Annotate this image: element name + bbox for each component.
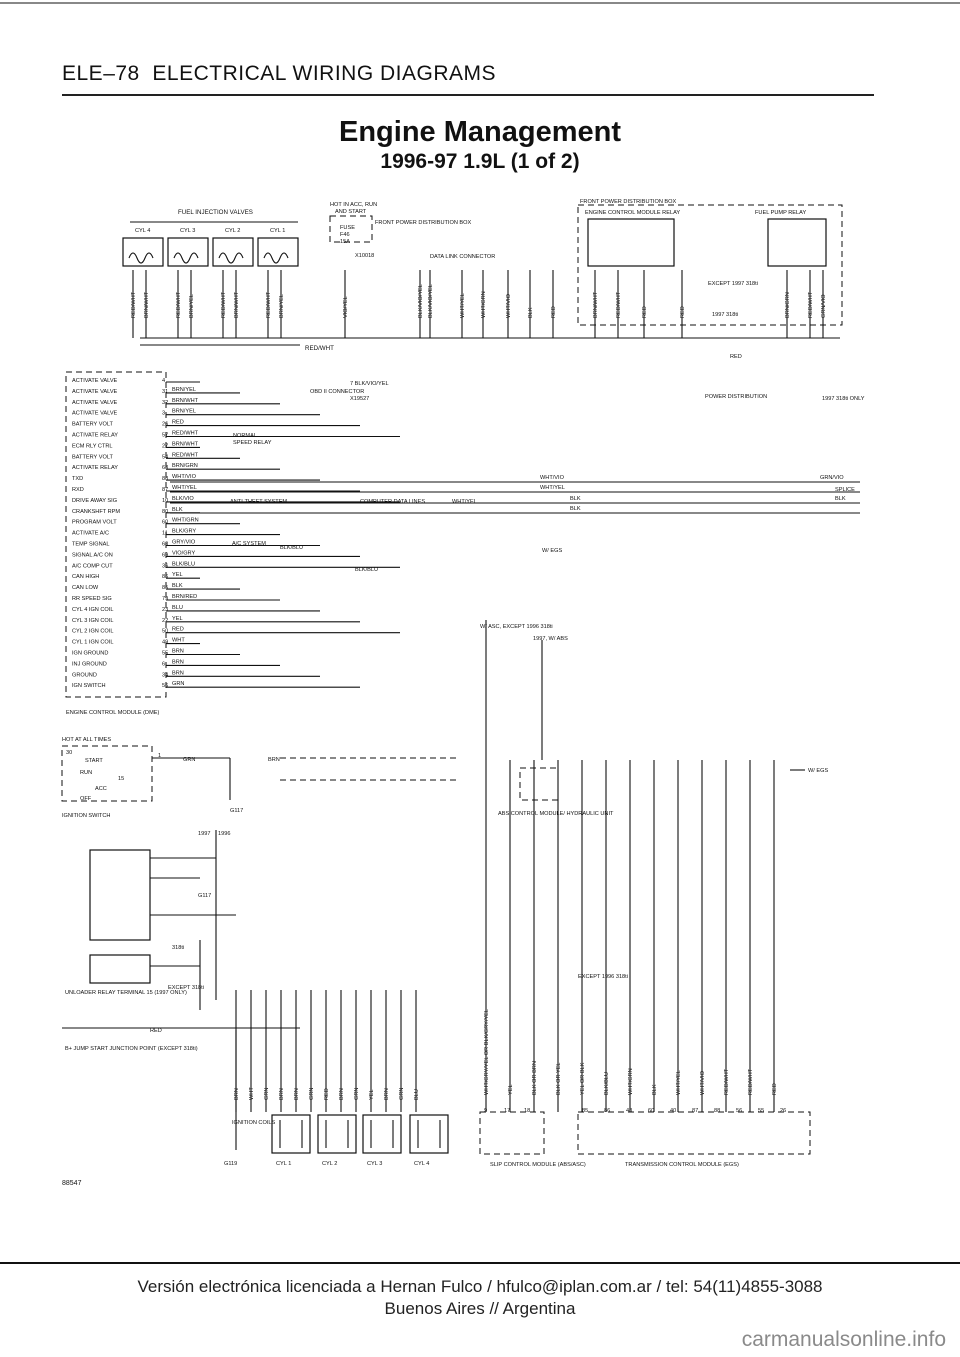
ign-position: ACC <box>95 786 107 792</box>
ecm-pin-name: GROUND <box>72 672 97 679</box>
ecm-pin-wire: BRN <box>172 659 184 666</box>
relay-30-box <box>90 955 150 983</box>
ecm-pin-name: ACTIVATE VALVE <box>72 399 118 406</box>
coil-icon <box>129 253 153 263</box>
tcm-pin: 60 <box>648 1108 655 1114</box>
tcm-pin: 85 <box>582 1108 589 1114</box>
ecm-pin-wire: RED/WHT <box>172 430 199 437</box>
ecm-pin-number: 54 <box>162 454 169 461</box>
coil-cyl-label: CYL 2 <box>322 1161 338 1167</box>
coil-cyl-label: CYL 4 <box>414 1161 430 1167</box>
right-wire-label: GRN/VIO <box>820 475 844 481</box>
watermark: carmanualsonline.info <box>741 1328 946 1351</box>
ecm-pin-wire: BRN/WHT <box>172 397 199 404</box>
wire-label: RED <box>680 306 686 318</box>
ignition-coil <box>410 1115 448 1153</box>
splice-label: SPLICE <box>835 487 855 493</box>
coil-wire-label: BRN <box>294 1088 300 1100</box>
ecm-pin-wire: WHT/GRN <box>172 517 199 524</box>
tcm-pin: 88 <box>714 1108 721 1114</box>
footer-rule <box>0 1262 960 1264</box>
normal-label: NORMAL <box>233 433 257 439</box>
ecm-pin-wire: BRN/RED <box>172 594 198 600</box>
ecm-pin-number: 55 <box>162 650 169 657</box>
right-wire-label: WHT/VIO <box>540 475 564 481</box>
ecm-pin-wire: WHT/YEL <box>172 485 197 491</box>
ignition-coil <box>363 1115 401 1153</box>
ecm-pin-name: ACTIVATE VALVE <box>72 388 118 395</box>
ecm-pin-name: CAN LOW <box>72 585 99 592</box>
bottom-wire-label: BLK OR BRN <box>532 1061 538 1095</box>
g117-label: G117 <box>230 808 244 814</box>
right-wire-label: BLK <box>570 496 581 502</box>
hot-in-label: HOT IN ACC, RUN <box>330 202 378 208</box>
bottom-wire-label: RED/WHT <box>748 1068 754 1095</box>
bottom-wire-label: BLK/BLU <box>604 1071 610 1095</box>
cyl-label: CYL 1 <box>270 228 286 234</box>
abs-control-label: ABS CONTROL MODULE/ HYDRAULIC UNIT <box>498 811 614 817</box>
coil-cyl-label: CYL 1 <box>276 1161 292 1167</box>
ecm-pin-wire: BLK <box>172 506 183 513</box>
coil-wire-label: GRN <box>309 1087 315 1100</box>
ecm-pin-name: ACTIVATE VALVE <box>72 378 118 384</box>
ecm-pin-name: ECM RLY CTRL <box>72 443 113 450</box>
right-wire-label: BLK <box>570 506 581 512</box>
coil-wire-label: YEL <box>369 1089 375 1100</box>
f46-label: F46 <box>340 232 350 238</box>
wire-label: RED/WHT <box>266 291 272 318</box>
coil-wire-label: BLU <box>414 1089 420 1100</box>
license-line: Versión electrónica licenciada a Hernan Fulco / hfulco@iplan.com.ar / tel: 54(11)4855-3088 <box>137 1277 823 1296</box>
coil-wire-label: BRN <box>279 1088 285 1100</box>
unloader-relay-label: UNLOADER RELAY TERMINAL 15 (1997 ONLY) <box>65 990 187 996</box>
blk-blu-label: BLK/BLU <box>355 567 379 573</box>
ignition-coil <box>272 1115 310 1153</box>
ecm-pin-name: ACTIVATE RELAY <box>72 465 119 472</box>
g117-label-2: G117 <box>198 893 212 899</box>
ecm-pin-number: 79 <box>162 596 169 602</box>
coil-wire-label: GRN <box>264 1087 270 1100</box>
slip-pin: 9 <box>484 1108 488 1114</box>
tcm-pin: 26 <box>780 1108 787 1114</box>
tcm-label: TRANSMISSION CONTROL MODULE (EGS) <box>625 1162 739 1168</box>
cyl-label: CYL 2 <box>225 228 241 234</box>
coil-icon <box>371 1120 393 1148</box>
ecm-pin-number: 10 <box>162 497 169 504</box>
obd2-label: OBD II CONNECTOR <box>310 389 365 395</box>
coil-wire-label: RED <box>324 1088 330 1100</box>
section-number: ELE–78 <box>62 62 140 85</box>
coil-icon <box>264 253 288 263</box>
wire-label: RED <box>642 306 648 318</box>
y1997-318ti: 1997 318ti <box>712 312 739 318</box>
coil-icon <box>418 1120 440 1148</box>
wire-label: BLK/VIO/YEL <box>428 284 434 318</box>
ecm-pin-wire: GRY/VIO <box>172 539 196 546</box>
ecm-pin-number: 22 <box>162 617 169 624</box>
ecm-pin-wire: RED <box>172 626 184 633</box>
ecm-pin-number: 23 <box>162 606 169 613</box>
fuel-injection-valves-label: FUEL INJECTION VALVES <box>178 209 253 216</box>
tcm-pin: 40 <box>670 1108 677 1114</box>
b-jump-start-label: B+ JUMP START JUNCTION POINT (EXCEPT 318ti) <box>65 1046 198 1052</box>
obd-pin-wire: 7 BLK/VIO/YEL <box>350 381 389 387</box>
ecm-pin-wire: BRN/YEL <box>172 386 196 393</box>
ac-system-label: A/C SYSTEM <box>232 541 266 547</box>
ecm-pin-wire: VIO/GRY <box>172 550 196 557</box>
abs-module-outline <box>520 768 558 800</box>
tcm-pin: 48 <box>626 1108 633 1114</box>
ign-brn-label: BRN <box>268 757 280 763</box>
except-318ti-label: EXCEPT 318ti <box>168 985 204 991</box>
coil-wire-label: WHT <box>249 1087 255 1100</box>
ecm-pin-wire: WHT/VIO <box>172 474 196 481</box>
ecm-pin-number: 56 <box>162 683 169 690</box>
ign-position: RUN <box>80 770 93 776</box>
ign-grn-label: GRN <box>183 757 196 763</box>
ecm-pin-number: 87 <box>162 487 169 493</box>
ecm-pin-name: BATTERY VOLT <box>72 454 113 461</box>
coil-wire-label: BRN <box>234 1088 240 1100</box>
ecm-pin-number: 86 <box>162 574 169 581</box>
wire-label: BRN/WHT <box>593 291 599 318</box>
ecm-pin-wire: BRN/GRN <box>172 463 198 470</box>
wire-label: WHT/YEL <box>460 293 466 318</box>
wire-label: BRN/YEL <box>279 294 285 318</box>
x10018-label: X10018 <box>355 253 375 259</box>
ecm-pin-name: BATTERY VOLT <box>72 421 113 428</box>
wire-label: WHT/GRN <box>481 291 487 318</box>
bottom-wire-label: WHT/GRN <box>628 1068 634 1095</box>
ecm-pin-name: TEMP SIGNAL <box>72 541 110 548</box>
coil-icon <box>174 253 198 263</box>
ecm-pin-name: DRIVE AWAY SIG <box>72 497 118 504</box>
ecm-pin-name: ACTIVATE A/C <box>72 530 110 537</box>
ecm-pin-number: 34 <box>162 672 169 679</box>
wire-label: BRN/WHT <box>144 291 150 318</box>
tcm-pin: 87 <box>692 1108 699 1114</box>
wire-label: RED/WHT <box>221 291 227 318</box>
slip-pin: 17 <box>504 1108 511 1114</box>
ign-pin: 30 <box>66 750 73 756</box>
ecm-pin-name: CYL 3 IGN COIL <box>72 617 114 624</box>
ecm-pin-name: CAN HIGH <box>72 574 100 581</box>
wire-label: BLK <box>528 307 534 318</box>
ecm-pin-wire: YEL <box>172 572 183 579</box>
ignition-coil <box>318 1115 356 1153</box>
front-pdb-small: FRONT POWER DISTRIBUTION BOX <box>375 220 472 226</box>
bottom-wire-label: YEL <box>508 1084 514 1095</box>
hot-at-all-times: HOT AT ALL TIMES <box>62 737 112 743</box>
ecm-pin-name: RR SPEED SIG <box>72 596 112 602</box>
ecm-pin-name: CRANKSHFT RPM <box>72 508 121 515</box>
ecm-relay <box>588 219 674 266</box>
wire-label: BRN/YEL <box>189 294 195 318</box>
coil-icon <box>326 1120 348 1148</box>
wire-label: RED/WHT <box>131 291 137 318</box>
ecm-pin-number: 50 <box>162 628 169 635</box>
coil-wire-label: BRN <box>339 1088 345 1100</box>
anti-theft-label: ANTI-THEFT SYSTEM <box>230 499 288 505</box>
ecm-pin-name: IGN SWITCH <box>72 683 106 690</box>
wire-label: GRN/VIO <box>821 294 827 318</box>
ecm-pin-name: CYL 2 IGN COIL <box>72 628 114 635</box>
section-title: ELECTRICAL WIRING DIAGRAMS <box>152 62 497 85</box>
ecm-pin-name: SIGNAL A/C ON <box>72 552 113 559</box>
ecm-pin-number: 26 <box>162 421 169 428</box>
w-egs-right: W/ EGS <box>808 768 829 774</box>
ecm-pin-wire: RED/WHT <box>172 452 199 459</box>
dlc-label: DATA LINK CONNECTOR <box>430 254 496 260</box>
wire-label: WHT/VIO <box>506 294 512 318</box>
bottom-wire-label: RED/WHT <box>724 1068 730 1095</box>
red-wht-bus-label: RED/WHT <box>305 345 334 352</box>
year-1996: 1996 <box>218 831 231 837</box>
x19527-label: X19527 <box>350 396 370 402</box>
wire-label: BRN/WHT <box>234 291 240 318</box>
ecm-pin-name: ACTIVATE RELAY <box>72 432 119 439</box>
tcm-pin: 56 <box>736 1108 743 1114</box>
ign-pin: 1 <box>158 753 162 759</box>
bottom-wire-label: RED <box>772 1083 778 1095</box>
wire-label: RED <box>551 306 557 318</box>
slip-control-label: SLIP CONTROL MODULE (ABS/ASC) <box>490 1162 586 1168</box>
y318ti-label: 318ti <box>172 945 185 951</box>
ecm-pin-name: INJ GROUND <box>72 661 107 668</box>
wire-label: BRN/GRN <box>785 292 791 318</box>
ecm-label: ENGINE CONTROL MODULE (DME) <box>66 710 160 716</box>
wire-label: RED/WHT <box>808 291 814 318</box>
bottom-wire-label: WHT/VIO <box>700 1071 706 1095</box>
ecm-pin-number: 69 <box>162 552 169 559</box>
coil-icon <box>219 253 243 263</box>
wire-label: BLK/VIO/YEL <box>418 284 424 318</box>
ecm-pin-wire: BLK/BLU <box>172 561 196 568</box>
ecm-pin-name: IGN GROUND <box>72 650 109 657</box>
ecm-pin-number: 3 <box>162 410 166 417</box>
g119-label: G119 <box>224 1161 238 1167</box>
wire-label: VIO/YEL <box>343 296 349 318</box>
ecm-pin-name: TXD <box>72 476 84 483</box>
coil-wire-label: GRN <box>354 1087 360 1100</box>
right-wire-label: WHT/YEL <box>540 485 565 491</box>
right-wire-label: BLK <box>835 496 846 502</box>
bottom-wire-label: BLK OR YEL <box>556 1062 562 1095</box>
ecm-pin-number: 11 <box>162 530 168 537</box>
ecm-pin-number: 31 <box>162 388 169 395</box>
fuse-label: FUSE <box>340 225 355 231</box>
w-asc-label: W/ ASC, EXCEPT 1996 318ti <box>480 624 553 630</box>
coil-wire-label: GRN <box>399 1087 405 1100</box>
except-1997-318ti: EXCEPT 1997 318ti <box>708 281 758 287</box>
ecm-pin-name: RXD <box>72 487 84 493</box>
slip-control-outline <box>480 1112 544 1154</box>
ecm-pin-name: CYL 4 IGN COIL <box>72 606 114 613</box>
ecm-pin-number: 4 <box>162 378 166 384</box>
ecm-pin-name: PROGRAM VOLT <box>72 519 117 526</box>
power-distribution-label: POWER DISTRIBUTION <box>705 394 768 400</box>
ecm-pin-name: ACTIVATE VALVE <box>72 410 118 417</box>
ecm-pin-number: 27 <box>162 443 169 450</box>
ecm-pin-wire: BRN/YEL <box>172 408 196 415</box>
diagram-subtitle: 1996-97 1.9L (1 of 2) <box>380 150 580 173</box>
ign-position: OFF <box>80 796 92 802</box>
front-pdb-label: FRONT POWER DISTRIBUTION BOX <box>580 199 677 205</box>
bottom-wire-label: WHT/GRY/YEL OR BLK/GRY/YEL <box>484 1008 490 1095</box>
ecm-pin-wire: BRN <box>172 648 184 655</box>
ecm-pin-wire: BLK/VIO <box>172 495 194 502</box>
computer-wire-label: WHT/YEL <box>452 499 477 505</box>
ecm-pin-number: 85 <box>162 585 169 592</box>
ecm-pin-wire: BRN <box>172 670 184 677</box>
ecm-pin-number: 6 <box>162 661 166 668</box>
location-line: Buenos Aires // Argentina <box>384 1299 576 1318</box>
red-label: RED <box>730 354 742 360</box>
ecm-pin-number: 60 <box>162 519 169 526</box>
red-label-ll: RED <box>150 1028 162 1034</box>
ecm-pin-number: 63 <box>162 465 169 472</box>
ignition-switch-outline <box>62 746 152 801</box>
ecm-pin-name: A/C COMP CUT <box>72 563 113 570</box>
wire-label: RED/WHT <box>176 291 182 318</box>
ignition-switch-label: IGNITION SWITCH <box>62 813 111 819</box>
wire-label: RED/WHT <box>616 291 622 318</box>
ign-pin: 15 <box>118 776 125 782</box>
y1997-w-abs-label: 1997, W/ ABS <box>533 636 568 642</box>
coil-cyl-label: CYL 3 <box>367 1161 383 1167</box>
ignition-coils-label: IGNITION COILS <box>232 1120 276 1126</box>
speed-relay-label: SPEED RELAY <box>233 440 272 446</box>
slip-pin: 18 <box>524 1108 531 1114</box>
ecm-pin-wire: WHT <box>172 637 185 644</box>
ecm-pin-wire: RED <box>172 419 184 426</box>
ecm-pin-wire: GRN <box>172 681 185 688</box>
bottom-wire-label: WHT/YEL <box>676 1070 682 1095</box>
fuel-pump-relay <box>768 219 826 266</box>
cyl-label: CYL 4 <box>135 228 151 234</box>
tcm-pin: 86 <box>604 1108 611 1114</box>
ecm-pin-number: 36 <box>162 563 169 570</box>
w-egs-label: W/ EGS <box>542 548 563 554</box>
bottom-wire-label: YEL OR BLK <box>580 1062 586 1095</box>
ecm-pin-wire: BLU <box>172 604 183 611</box>
ecm-pin-wire: BLK <box>172 583 183 590</box>
except-1996-318ti-label: EXCEPT 1996 318ti <box>578 974 628 980</box>
coil-icon <box>280 1120 302 1148</box>
ecm-pin-wire: BRN/WHT <box>172 441 199 448</box>
ecm-pin-number: 32 <box>162 399 169 406</box>
bottom-wire-label: BLK <box>652 1084 658 1095</box>
amp-label: 15A <box>340 239 350 245</box>
y1997-318ti-only: 1997 318ti ONLY <box>822 396 865 402</box>
ecm-pin-name: CYL 1 IGN COIL <box>72 639 114 646</box>
ecm-pin-number: 49 <box>162 639 169 646</box>
year-1997: 1997 <box>198 831 211 837</box>
and-start-label: AND START <box>335 209 367 215</box>
ac-wire-label: BLK/BLU <box>280 545 304 551</box>
diagram-title: Engine Management <box>339 116 621 148</box>
ecm-pin-number: 57 <box>162 432 169 439</box>
cyl-label: CYL 3 <box>180 228 196 234</box>
coil-wire-label: BRN <box>384 1088 390 1100</box>
figure-id: 88547 <box>62 1180 82 1187</box>
ecm-pin-number: 68 <box>162 541 169 548</box>
fuel-pump-relay-label: FUEL PUMP RELAY <box>755 210 807 216</box>
ecm-pin-number: 80 <box>162 508 169 515</box>
tcm-pin: 55 <box>758 1108 765 1114</box>
tcm-outline <box>578 1112 810 1154</box>
ecm-pin-wire: YEL <box>172 615 183 622</box>
ecm-pin-number: 88 <box>162 476 169 483</box>
ecm-pin-wire: BLK/GRY <box>172 528 197 535</box>
unloader-relay-box <box>90 850 150 940</box>
computer-data-lines-label: COMPUTER DATA LINES <box>360 499 426 505</box>
ecm-relay-label: ENGINE CONTROL MODULE RELAY <box>585 210 681 216</box>
ign-position: START <box>85 758 103 764</box>
